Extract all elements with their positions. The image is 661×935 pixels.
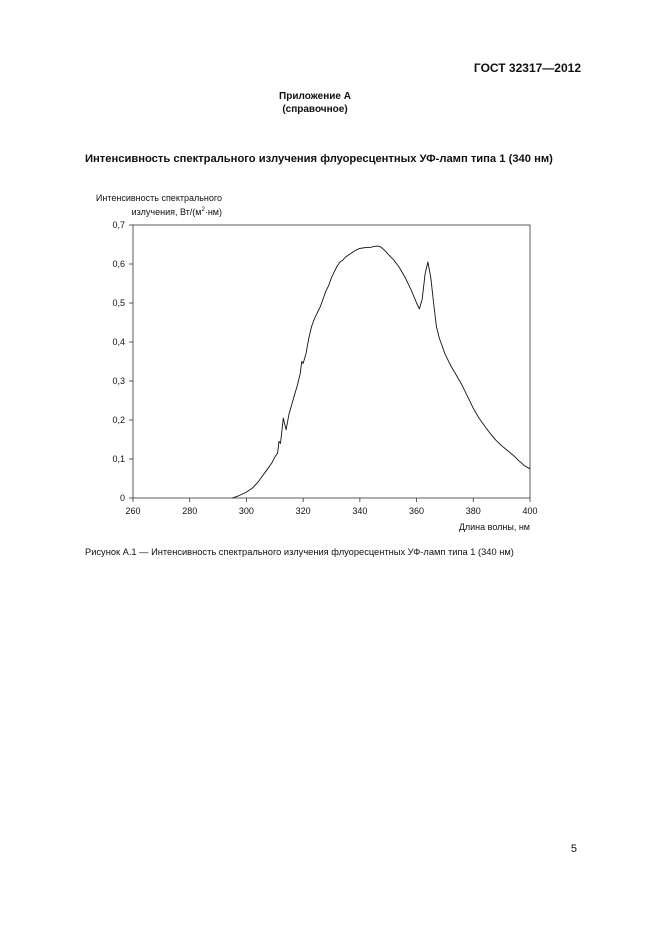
y-tick-label: 0,2: [112, 415, 125, 425]
x-tick-label: 300: [238, 506, 254, 516]
appendix-heading: [0, 90, 630, 116]
x-axis-label: Длина волны, нм: [458, 522, 530, 532]
y-tick-label: 0,3: [112, 376, 125, 386]
y-tick-label: 0,7: [112, 220, 125, 230]
x-tick-label: 360: [409, 506, 425, 516]
y-tick-label: 0,1: [112, 454, 125, 464]
x-tick-label: 380: [465, 506, 481, 516]
y-axis-label-unit-post: ·нм): [204, 207, 222, 217]
y-tick-label: 0,6: [112, 259, 125, 269]
y-tick-label: 0,4: [112, 337, 125, 347]
x-tick-label: 260: [125, 506, 141, 516]
x-tick-label: 400: [522, 506, 538, 516]
y-tick-label: 0,5: [112, 298, 125, 308]
y-axis-label-unit-pre: излучения, Вт/(м: [131, 207, 202, 217]
document-id: ГОСТ 32317—2012: [473, 61, 581, 75]
y-axis-label: [70, 192, 222, 218]
plot-frame: [133, 225, 530, 498]
y-tick-label: 0: [119, 493, 125, 503]
y-ticks: [112, 220, 133, 503]
page-number: 5: [570, 843, 577, 855]
figure-heading: Интенсивность спектрального излучения флуоресцентных УФ-ламп типа 1 (340 нм): [85, 153, 553, 165]
y-axis-label-unit-sup: 2: [201, 207, 205, 213]
x-ticks: [125, 498, 537, 516]
appendix-title: Приложение А: [279, 91, 351, 102]
y-axis-label-line1: Интенсивность спектрального: [95, 193, 222, 203]
figure-caption: Рисунок А.1 — Интенсивность спектрального излучения флуоресцентных УФ-ламп типа 1 (340 нм): [85, 547, 514, 557]
x-tick-label: 280: [182, 506, 198, 516]
spectrum-series-line: [232, 246, 530, 498]
x-tick-label: 340: [352, 506, 368, 516]
appendix-subtitle: (справочное): [282, 104, 348, 115]
series-layer: [232, 246, 530, 498]
y-axis-label-line2: [70, 204, 222, 218]
x-tick-label: 320: [295, 506, 311, 516]
